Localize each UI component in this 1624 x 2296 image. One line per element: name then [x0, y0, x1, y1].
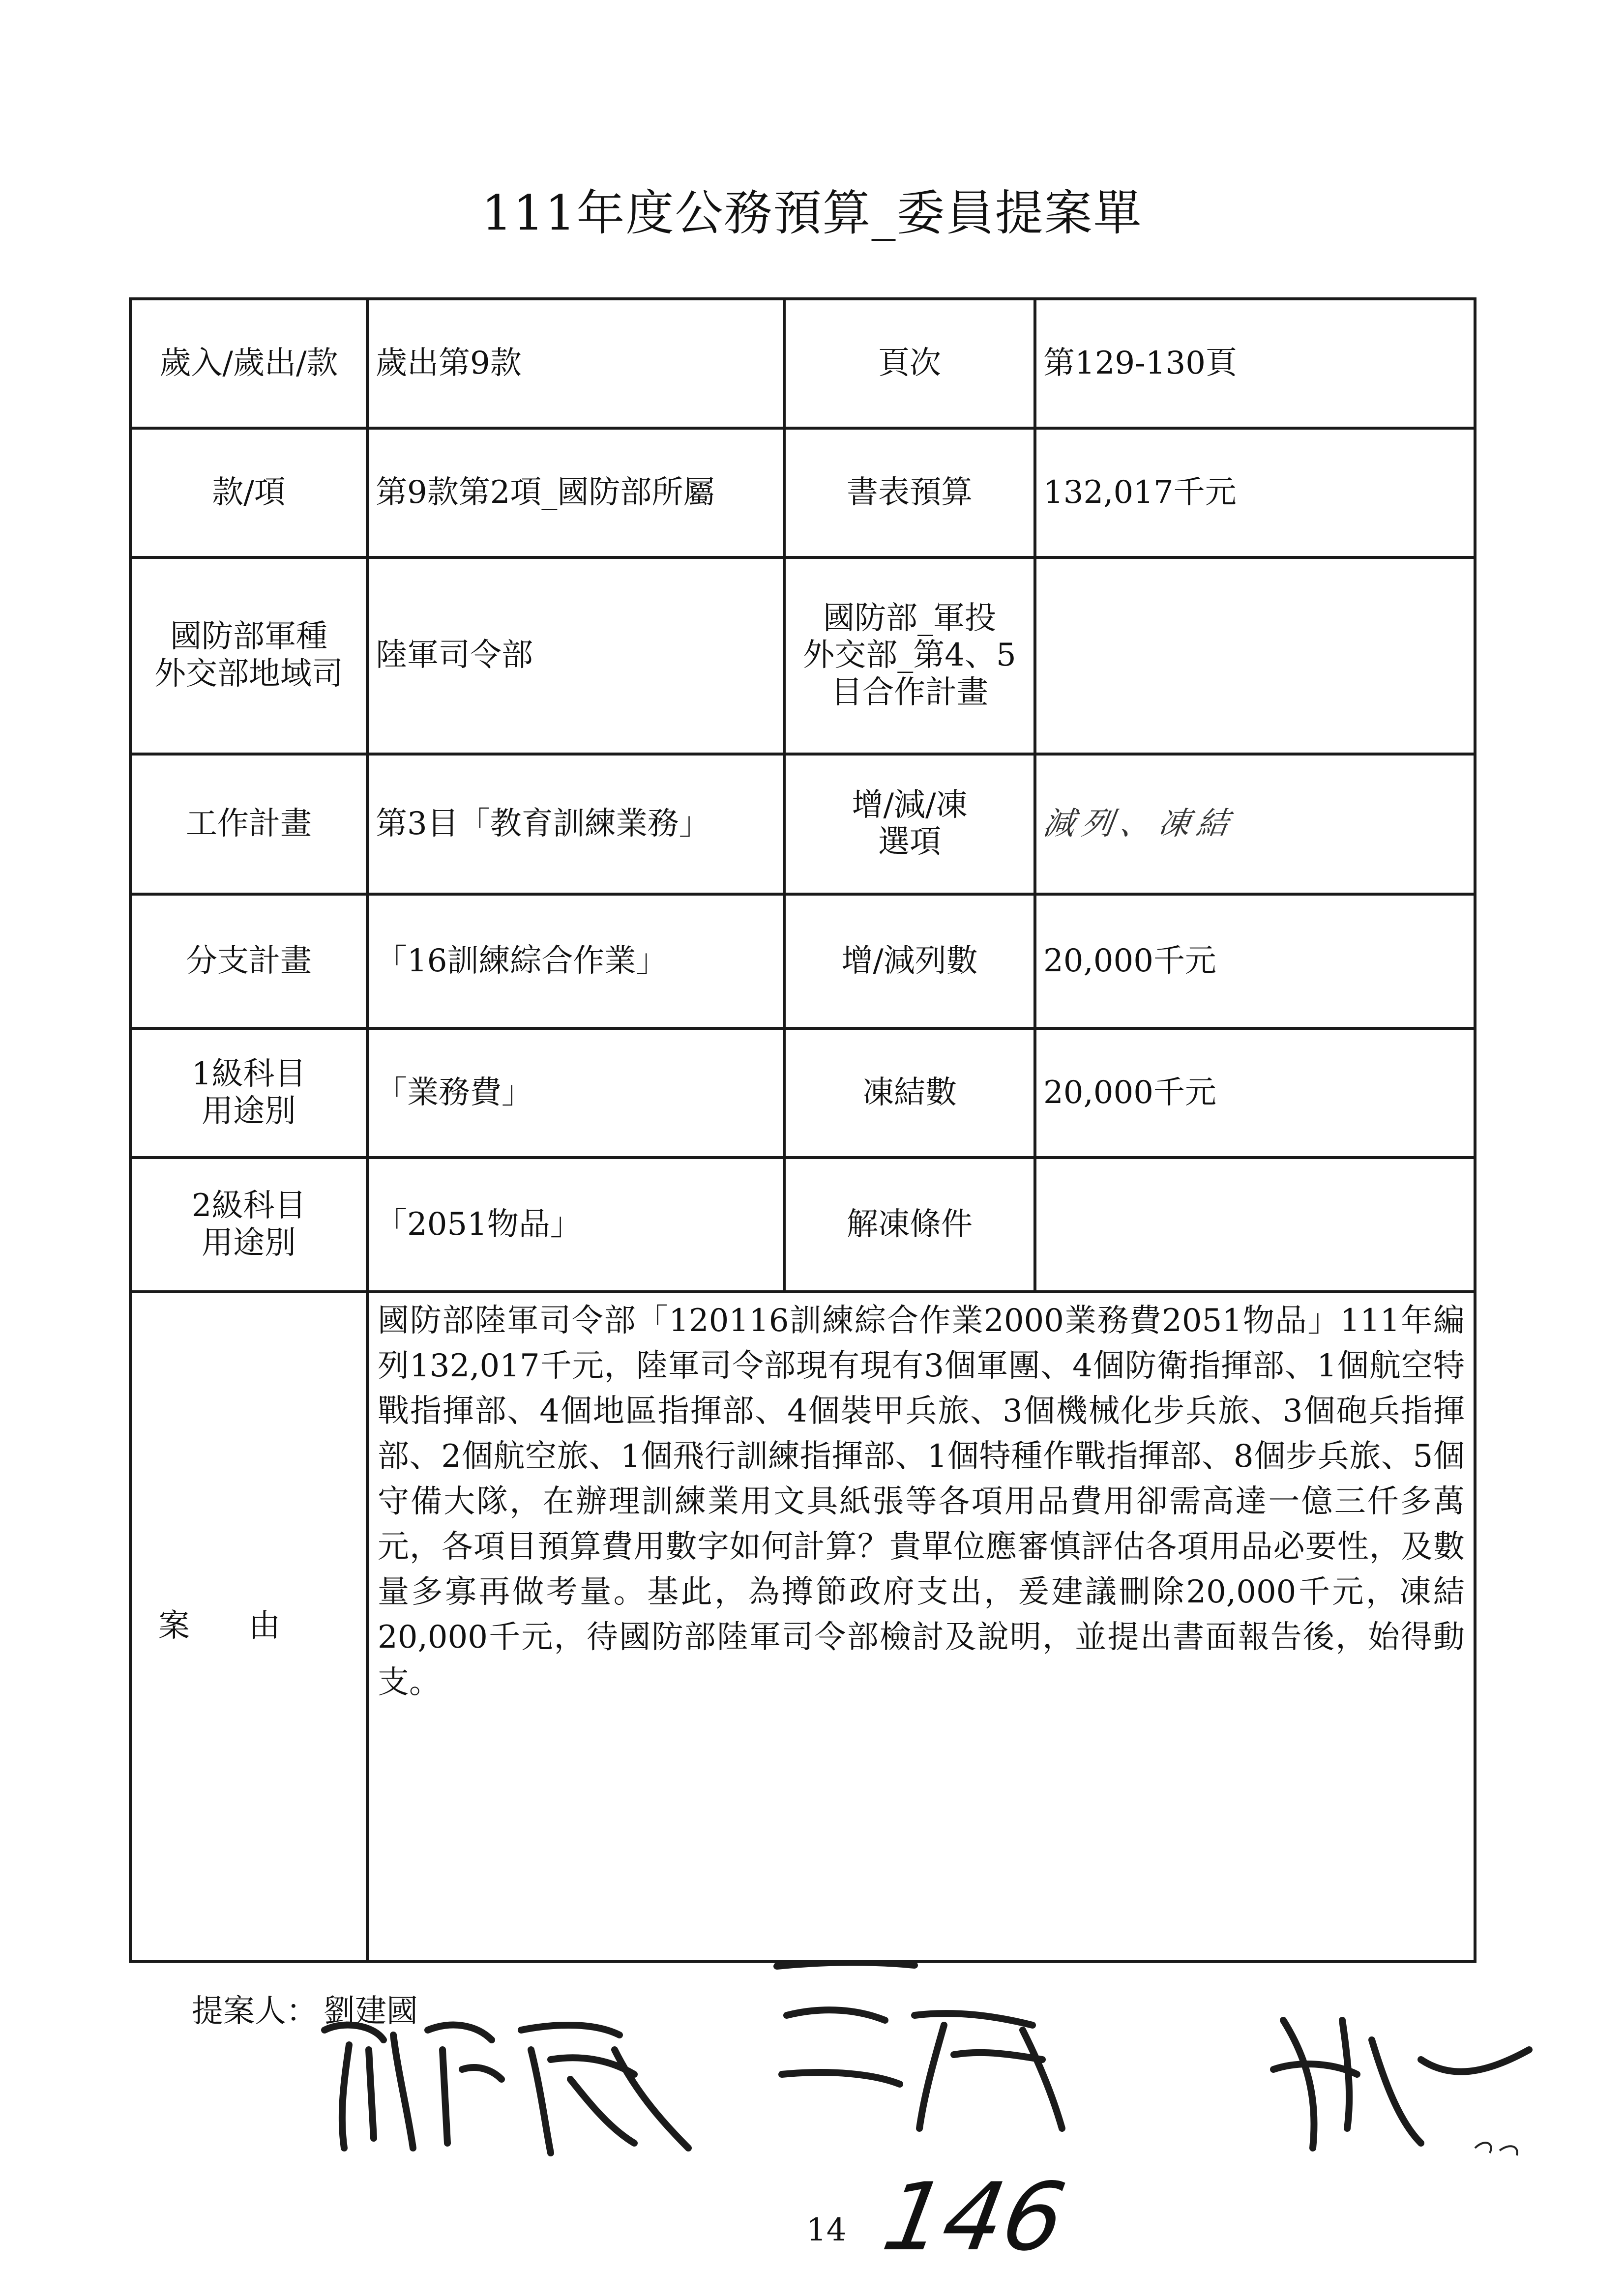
value-change-amount: 20,000千元 [1035, 894, 1475, 1028]
reason-cell [367, 1292, 1475, 1961]
value-cooperation [1035, 557, 1475, 754]
form-row-work-plan [130, 754, 1475, 894]
form-row-reason [130, 1292, 1475, 1961]
label-fiscal: 歲入/歲出/款 [130, 299, 367, 428]
label-page: 頁次 [784, 299, 1035, 428]
margin-mark [1470, 2128, 1529, 2163]
label-level2: 2級科目 用途別 [130, 1158, 367, 1292]
label-cooperation: 國防部_軍投 外交部_第4、5 目合作計畫 [784, 557, 1035, 754]
signature-1 [315, 2001, 708, 2163]
label-work-plan: 工作計畫 [130, 754, 367, 894]
form-row-level1 [130, 1028, 1475, 1158]
value-option-handwritten: 減列、凍結 [1025, 754, 1485, 894]
label-change-amount: 增/減列數 [784, 894, 1035, 1028]
label-level1: 1級科目 用途別 [130, 1028, 367, 1158]
label-sub-plan: 分支計畫 [130, 894, 367, 1028]
proposer-name: 劉建國 [324, 1993, 418, 2030]
value-fiscal: 歲出第9款 [367, 299, 784, 428]
value-level2: 「2051物品」 [367, 1158, 784, 1292]
value-freeze-amount: 20,000千元 [1035, 1028, 1475, 1158]
label-reason: 案由 [130, 1292, 367, 1961]
label-unfreeze-conditions: 解凍條件 [784, 1158, 1035, 1292]
label-option: 增/減/凍 選項 [784, 754, 1035, 894]
form-title: 111年度公務預算_委員提案單 [481, 185, 1143, 241]
handwritten-page-number: 146 [875, 2163, 1073, 2271]
proposer-label: 提案人： [192, 1993, 318, 2030]
form-row-item [130, 428, 1475, 557]
form-row-level2 [130, 1158, 1475, 1292]
value-unit: 陸軍司令部 [367, 557, 784, 754]
form-row-fiscal [130, 299, 1475, 428]
signature-2 [767, 1961, 1072, 2138]
value-budget: 132,017千元 [1035, 428, 1475, 557]
label-unit: 國防部軍種 外交部地域司 [130, 557, 367, 754]
value-page: 第129-130頁 [1035, 299, 1475, 428]
value-work-plan: 第3目「教育訓練業務」 [367, 754, 784, 894]
proposal-form-table [129, 297, 1476, 1963]
form-row-unit [130, 557, 1475, 754]
label-budget: 書表預算 [784, 428, 1035, 557]
value-level1: 「業務費」 [367, 1028, 784, 1158]
value-sub-plan: 「16訓練綜合作業」 [367, 894, 784, 1028]
form-row-sub-plan [130, 894, 1475, 1028]
value-item: 第9款第2項_國防部所屬 [367, 428, 784, 557]
reason-text: 國防部陸軍司令部「120116訓練綜合作業2000業務費2051物品」111年編列132,017千元，陸軍司令部現有現有3個軍團、4個防衛指揮部、1個航空特戰指揮部、4個地區指揮部、4個裝甲兵旅、3個機械化步兵旅、3個砲兵指揮部、2個航空旅、1個飛行訓練指揮部、1個特種作戰指揮部、8個步兵旅、5個守備大隊，在辦理訓練業用文具紙張等各項用品費用卻需高達一億三仟多萬元，各項目預算費用數字如何計算？貴單位應審慎評估各項用品必要性，及數量多寡再做考量。基此，為撙節政府支出，爰建議刪除20,000千元，凍結20,000千元，待國防部陸軍司令部檢討及說明，並提出書面報告後，始得動支。 [378, 1303, 1465, 1701]
label-item: 款/項 [130, 428, 367, 557]
label-freeze-amount: 凍結數 [784, 1028, 1035, 1158]
page-number: 14 [806, 2212, 847, 2248]
value-unfreeze-conditions [1035, 1158, 1475, 1292]
